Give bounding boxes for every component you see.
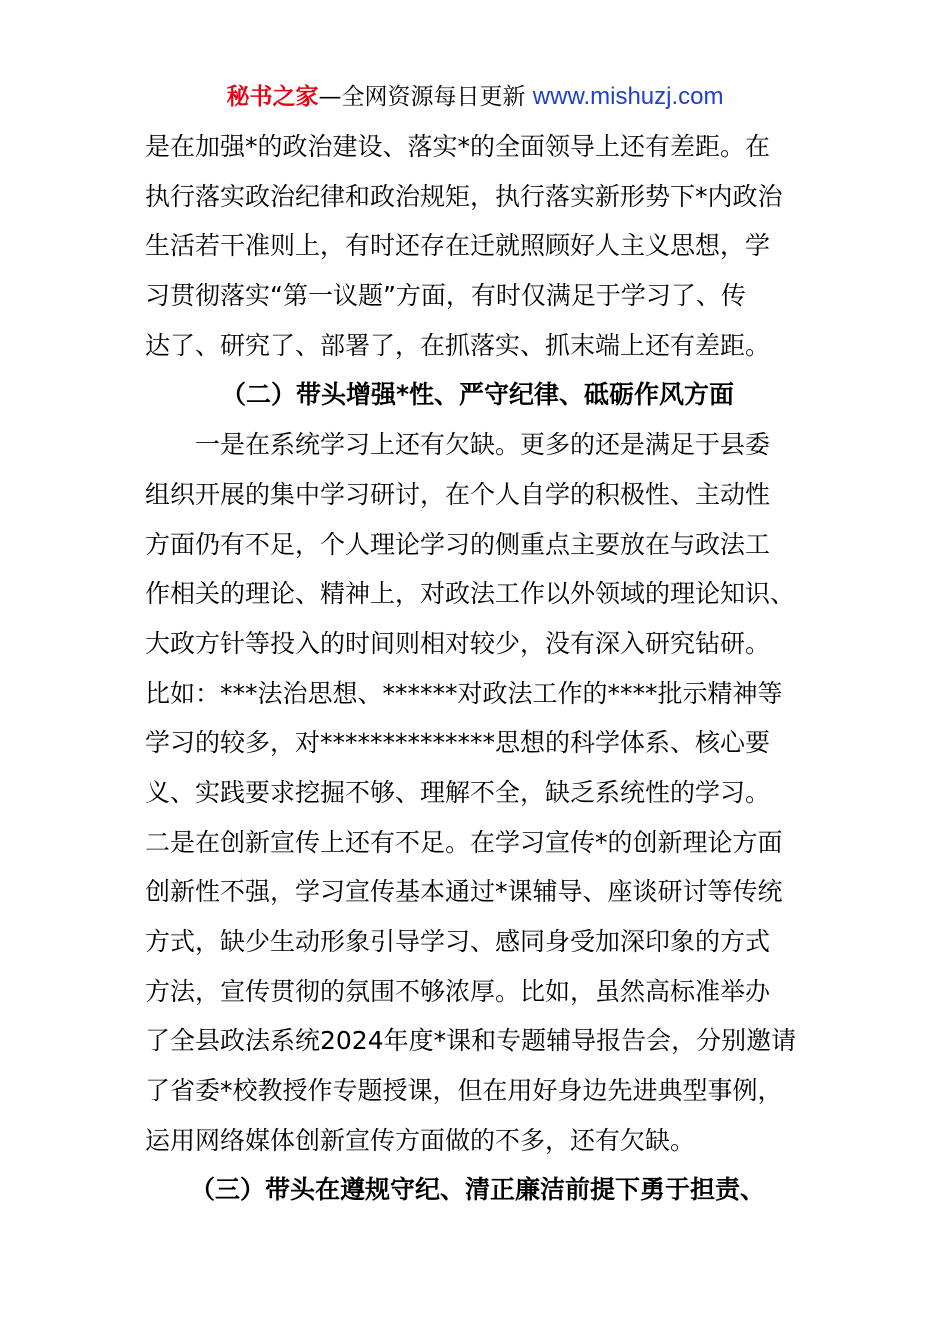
body-line: 组织开展的集中学习研讨，在个人自学的积极性、主动性 <box>145 479 771 509</box>
document-body <box>145 122 810 1215</box>
body-line: 创新性不强，学习宣传基本通过*课辅导、座谈研讨等传统 <box>145 877 783 907</box>
site-url-link[interactable]: www.mishuzj.com <box>532 83 724 110</box>
body-line: 比如：***法治思想、******对政法工作的****批示精神等 <box>145 678 783 708</box>
body-line: 习贯彻落实“第一议题”方面，有时仅满足于学习了、传 <box>145 281 746 311</box>
body-line: 运用网络媒体创新宣传方面做的不多，还有欠缺。 <box>145 1125 696 1155</box>
body-line: 二是在创新宣传上还有不足。在学习宣传*的创新理论方面 <box>145 827 783 857</box>
body-line: 是在加强*的政治建设、落实*的全面领导上还有差距。在 <box>145 132 771 161</box>
section-heading-3: （三）带头在遵规守纪、清正廉洁前提下勇于担责、 <box>189 1175 765 1205</box>
body-line: 生活若干准则上，有时还存在迁就照顾好人主义思想，学 <box>145 231 771 261</box>
body-line: 方式，缺少生动形象引导学习、感同身受加深印象的方式 <box>145 927 771 956</box>
body-line: 作相关的理论、精神上，对政法工作以外领域的理论知识、 <box>145 579 796 609</box>
section-heading-2: （二）带头增强*性、严守纪律、砥砺作风方面 <box>220 380 735 410</box>
body-line: 了全县政法系统2024年度*课和专题辅导报告会，分别邀请 <box>145 1026 797 1056</box>
body-line: 大政方针等投入的时间则相对较少，没有深入研究钻研。 <box>145 628 771 658</box>
body-line: 方法，宣传贯彻的氛围不够浓厚。比如，虽然高标准举办 <box>145 976 771 1006</box>
body-line: 了省委*校教授作专题授课，但在用好身边先进典型事例， <box>145 1076 783 1106</box>
site-tagline: —全网资源每日更新 <box>318 84 533 110</box>
body-line: 方面仍有不足，个人理论学习的侧重点主要放在与政法工 <box>145 529 771 559</box>
body-line: 义、实践要求挖掘不够、理解不全，缺乏系统性的学习。 <box>145 777 771 807</box>
site-name: 秘书之家 <box>226 84 319 110</box>
paragraph-start-line: 一是在系统学习上还有欠缺。更多的还是满足于县委 <box>195 430 771 460</box>
body-line: 执行落实政治纪律和政治规矩，执行落实新形势下*内政治 <box>145 181 783 211</box>
site-header <box>0 80 950 114</box>
body-line: 达了、研究了、部署了，在抓落实、抓末端上还有差距。 <box>145 330 771 360</box>
body-line: 学习的较多，对**************思想的科学体系、核心要 <box>145 728 771 758</box>
